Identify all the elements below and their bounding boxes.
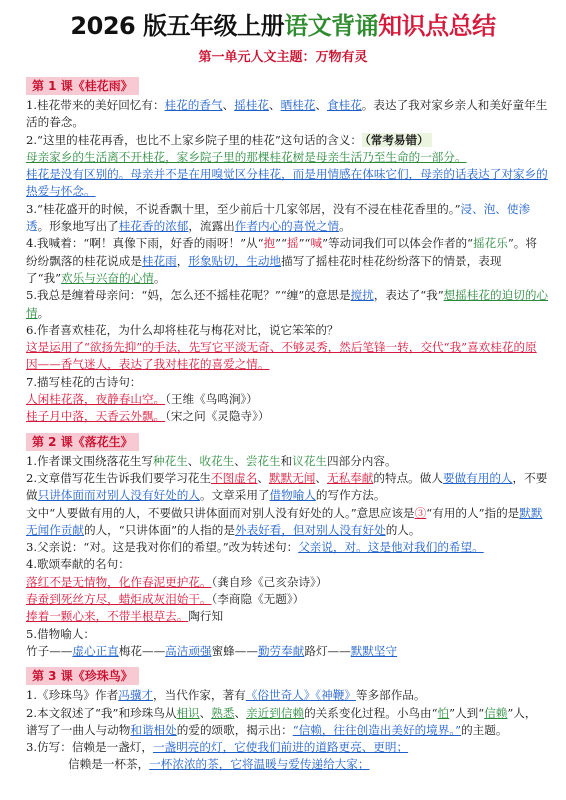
lesson-1-q3: 3.“桂花盛开的时候，不说香飘十里，至少前后十几家邻居，没有不浸在桂花香里的。”浸、泡、使渗透。形象地写出了桂花香的浓郁，流露出作者内心的喜悦之情。 [26, 201, 531, 234]
lesson-1-poem-1: 人闲桂花落，夜静春山空。（王维《鸟鸣涧》） [26, 392, 258, 407]
lesson-2-poem-2: 春蚕到死丝方尽，蜡炬成灰泪始干。（李商隐《无题》） [26, 592, 305, 607]
lesson-3-q2: 2.本文叙述了“我”和珍珠鸟从相识、熟悉、亲近到信赖的关系变化过程。小鸟由“怕”人到“信赖”人，谱写了一曲人与动物和谐相处的爱的颂歌，揭示出：“信赖，往往创造出美好的境界。”的主题。 [26, 705, 537, 737]
lesson-2-q3: 3.父亲说：“对。这是我对你们的希望。”改为转述句：父亲说，对。这是他对我们的希望。 [26, 540, 484, 555]
frequent-test-badge: （常考易错） [362, 133, 432, 147]
title-part-2: 语文背诵 [284, 12, 379, 40]
unit-subtitle: 第一单元人文主题：万物有灵 [198, 50, 368, 65]
lesson-2-metaphors: 竹子——虚心正直梅花——高洁顽强蜜蜂——勤劳奉献路灯——默默坚守 [26, 643, 398, 658]
lesson-2-q4: 4.歌颂奉献的名句： [26, 557, 130, 572]
lesson-2-poem-3: 捧着一颗心来，不带半根草去。陶行知 [26, 609, 224, 624]
page-title [0, 8, 566, 44]
lesson-2-header: 第 2 课《落花生》 [26, 433, 139, 451]
lesson-1-q6-answer: 这是运用了“欲扬先抑”的手法，先写它平淡无奇、不够灵秀，然后笔锋一转，交代“我”喜欢桂花的原因——香气迷人，表达了我对桂花的喜爱之情。 [26, 340, 537, 372]
lesson-1-q6: 6.作者喜欢桂花，为什么却将桂花与梅花对比，说它笨笨的？ [26, 322, 339, 337]
lesson-3-q3-line-1: 3.仿写：信赖是一盏灯，一盏明亮的灯，它使我们前进的道路更亮、更明； [26, 740, 409, 755]
lesson-2-q5: 5.借物喻人： [26, 626, 96, 641]
lesson-2-q2-explain: 文中“人要做有用的人，不要做只讲体面而对别人没有好处的人。”意思应该是③“有用的人”指的是默默无闻作贡献的人，“只讲体面”的人指的是外表好看，但对别人没有好处的人。 [26, 505, 543, 537]
lesson-1-q7: 7.描写桂花的古诗句： [26, 374, 142, 389]
lesson-3-header: 第 3 课《珍珠鸟》 [26, 667, 139, 685]
lesson-2-q1: 1.作者课文围绕落花生写种花生、收花生、尝花生和议花生四部分内容。 [26, 453, 397, 468]
title-part-1: 2026 版五年级上册 [70, 12, 285, 40]
lesson-2-q2: 2.文章借写花生告诉我们要学习花生不图虚名、默默无闻、无私奉献的特点。做人要做有用的人，不要做只讲体面而对别人没有好处的人。文章采用了借物喻人的写作方法。 [26, 470, 548, 503]
lesson-1-q4: 4.我喊着：“啊！真像下雨，好香的雨呀！”从“抱”“摇”“喊”等动词我们可以体会作者的“摇花乐”。将纷纷飘落的桂花说成是桂花雨，形象贴切，生动地描写了摇桂花时桂花纷纷落下的情景，表现了“我”欢乐与兴奋的心情。 [26, 236, 537, 285]
lesson-3-q3-line-2: 信赖是一杯茶，一杯浓浓的茶，它将温暖与爱传递给大家； [68, 757, 370, 772]
title-part-3: 知识点总结 [378, 12, 496, 40]
lesson-1-q1: 1.桂花带来的美好回忆有：桂花的香气、摇桂花、晒桂花、食桂花。表达了我对家乡亲人和美好童年生活的眷念。 [26, 98, 548, 130]
lesson-1-header: 第 1 课《桂花雨》 [26, 77, 139, 95]
lesson-1-q2: 2.“这里的桂花再香，也比不上家乡院子里的桂花”这句话的含义： （常考易错） [26, 132, 548, 149]
lesson-1-q2-answer-2: 桂花是没有区别的。母亲并不是在用嗅觉区分桂花，而是用情感在体味它们，母亲的话表达了对家乡的热爱与怀念。 [26, 167, 548, 199]
lesson-1-poem-2: 桂子月中落，天香云外飘。（宋之问《灵隐寺》） [26, 409, 270, 424]
content [26, 70, 548, 774]
lesson-1-q5: 5.我总是缠着母亲问：“妈，怎么还不摇桂花呢？”“缠”的意思是搅扰，表达了“我”想摇桂花的迫切的心情。 [26, 288, 549, 320]
lesson-2-poem-1: 落红不是无情物，化作春泥更护花。（龚自珍《己亥杂诗》） [26, 574, 328, 589]
lesson-1-q2-answer-1: 母亲家乡的生活离不开桂花，家乡院子里的那棵桂花树是母亲生活乃至生命的一部分。 [26, 149, 467, 164]
lesson-3-q1: 1.《珍珠鸟》作者冯骥才，当代作家，著有《俗世奇人》《神鞭》等多部作品。 [26, 688, 426, 703]
